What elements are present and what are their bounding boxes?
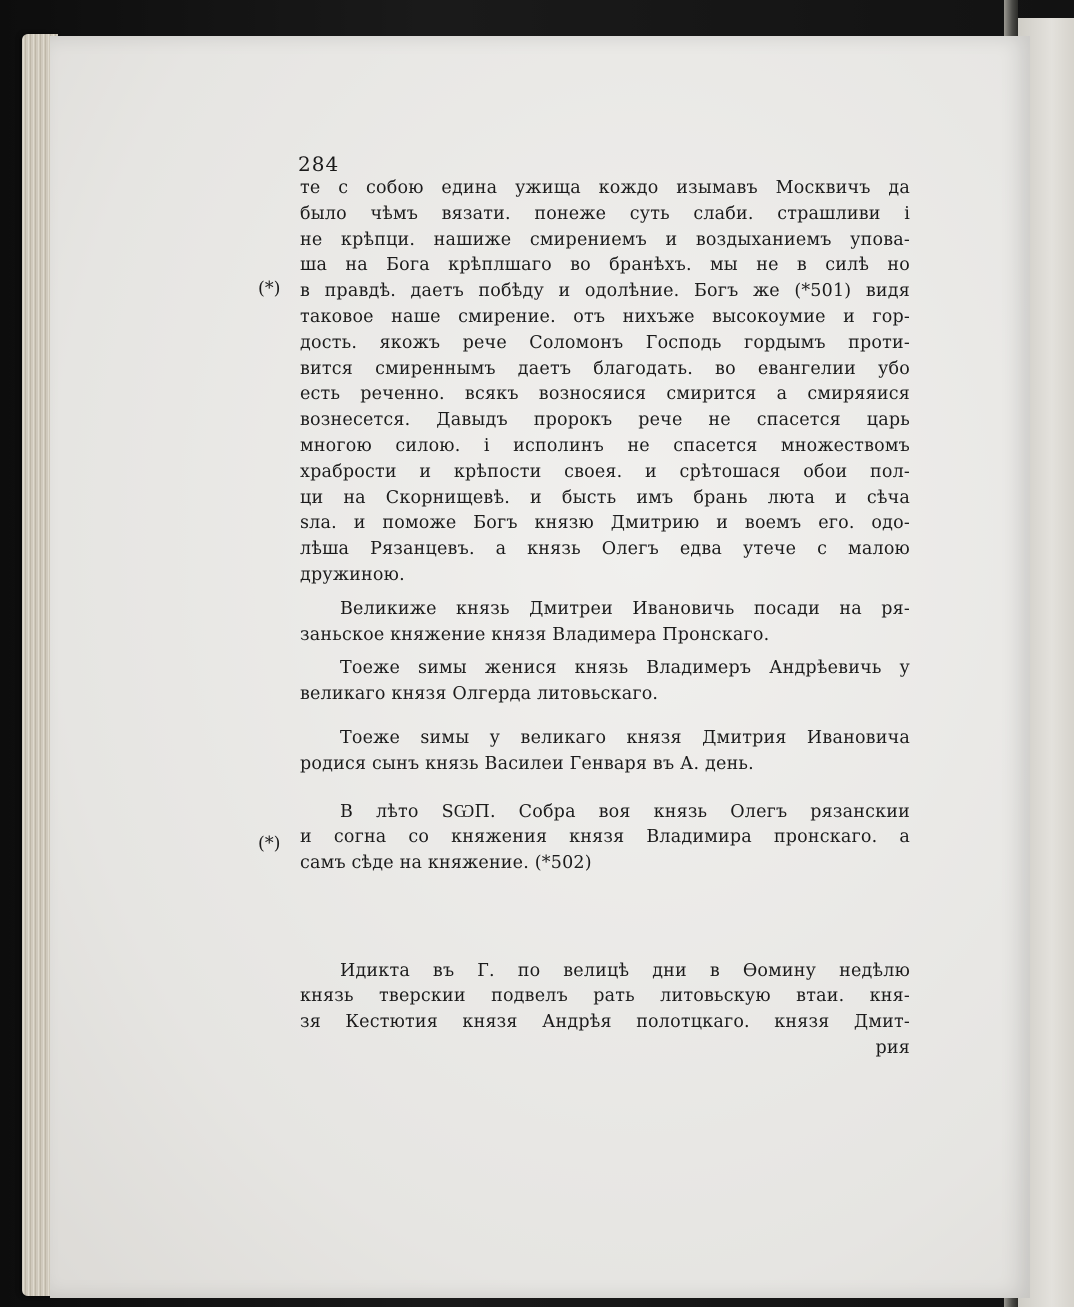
text-line: храбрости и крѣпости своея. и срѣтошася обои пол- (300, 461, 910, 482)
text-line: зя Кестютия князя Андрѣя полотцкаго. князя Дмит- (300, 1012, 910, 1033)
section-heading (300, 885, 910, 937)
text-line: дость. якожъ рече Соломонъ Господь гордымъ проти- (300, 332, 910, 353)
text-line: ша на Бога крѣплшаго во бранѣхъ. мы не в силѣ но (300, 255, 910, 276)
paragraph-1 (300, 176, 910, 589)
paragraph-3 (300, 656, 910, 708)
margin-footnote-mark: (*) (258, 279, 281, 299)
text-line: лѣша Рязанцевъ. а князь Олегъ едва утече с малою (300, 539, 910, 560)
text-line: заньское княжение князя Владимера Пронскаго. (300, 624, 770, 645)
text-line: в правдѣ. даетъ побѣду и одолѣние. Богъ же (*501) видя (300, 281, 910, 302)
paragraph-4 (300, 726, 910, 778)
text-line: те с собою едина ужища кождо изымавъ Москвичъ да (300, 178, 910, 198)
text-line: ци на Скорнищевѣ. и бысть имъ брань люта и сѣча (300, 487, 910, 508)
paragraph-2 (300, 597, 910, 649)
text-line: Тоеже ѕимы женися князь Владимеръ Андрѣевичь у (340, 658, 910, 679)
margin-footnote-mark: (*) (258, 834, 281, 854)
text-line: вознесется. Давыдъ пророкъ рече не спасется царь (300, 410, 910, 431)
text-line: князь тверскии подвелъ рать литовьскую втаи. кня- (300, 986, 910, 1007)
text-line: дружиною. (300, 564, 405, 585)
text-line: ѕла. и поможе Богъ князю Дмитрию и воемъ его. одо- (300, 513, 910, 534)
paragraph-5 (300, 800, 910, 877)
heading-line (300, 911, 910, 937)
text-line: родися сынъ князь Василеи Генваря въ А. день. (300, 753, 754, 774)
text-line: было чѣмъ вязати. понеже суть слаби. страшливи і (300, 203, 910, 224)
catchword: рия (875, 1037, 910, 1058)
text-line: есть реченно. всякъ возносяися смирится а смиряяися (300, 384, 910, 405)
text-line: многою силою. і исполинъ не спасется множествомъ (300, 435, 910, 456)
text-line: и согна со княжения князя Владимира пронскаго. а (300, 827, 910, 848)
paragraph-6 (300, 959, 910, 1062)
text-line: Идикта въ Г. по велицѣ дни в Ѳомину недѣлю (340, 960, 910, 981)
text-line: вится смиреннымъ даетъ благодать. во евангелии убо (300, 358, 910, 379)
text-line: великаго князя Олгерда литовьскаго. (300, 684, 659, 705)
heading-line (300, 885, 910, 911)
text-line: В лѣто ЅѠП. Собра воя князь Олегъ рязанскии (340, 801, 910, 822)
page-number: 284 (298, 152, 340, 176)
text-line: самъ сѣде на княжение. (*502) (300, 853, 592, 874)
text-line: не крѣпци. нашиже смирениемъ и воздыханиемъ упова- (300, 229, 910, 250)
text-line: таковое наше смирение. отъ нихъже высокоумие и гор- (300, 306, 910, 327)
page-text (300, 150, 910, 1062)
text-line: Великиже князь Дмитреи Ивановичь посади на ря- (340, 598, 910, 619)
text-line: Тоеже ѕимы у великаго князя Дмитрия Ивановича (340, 727, 910, 748)
